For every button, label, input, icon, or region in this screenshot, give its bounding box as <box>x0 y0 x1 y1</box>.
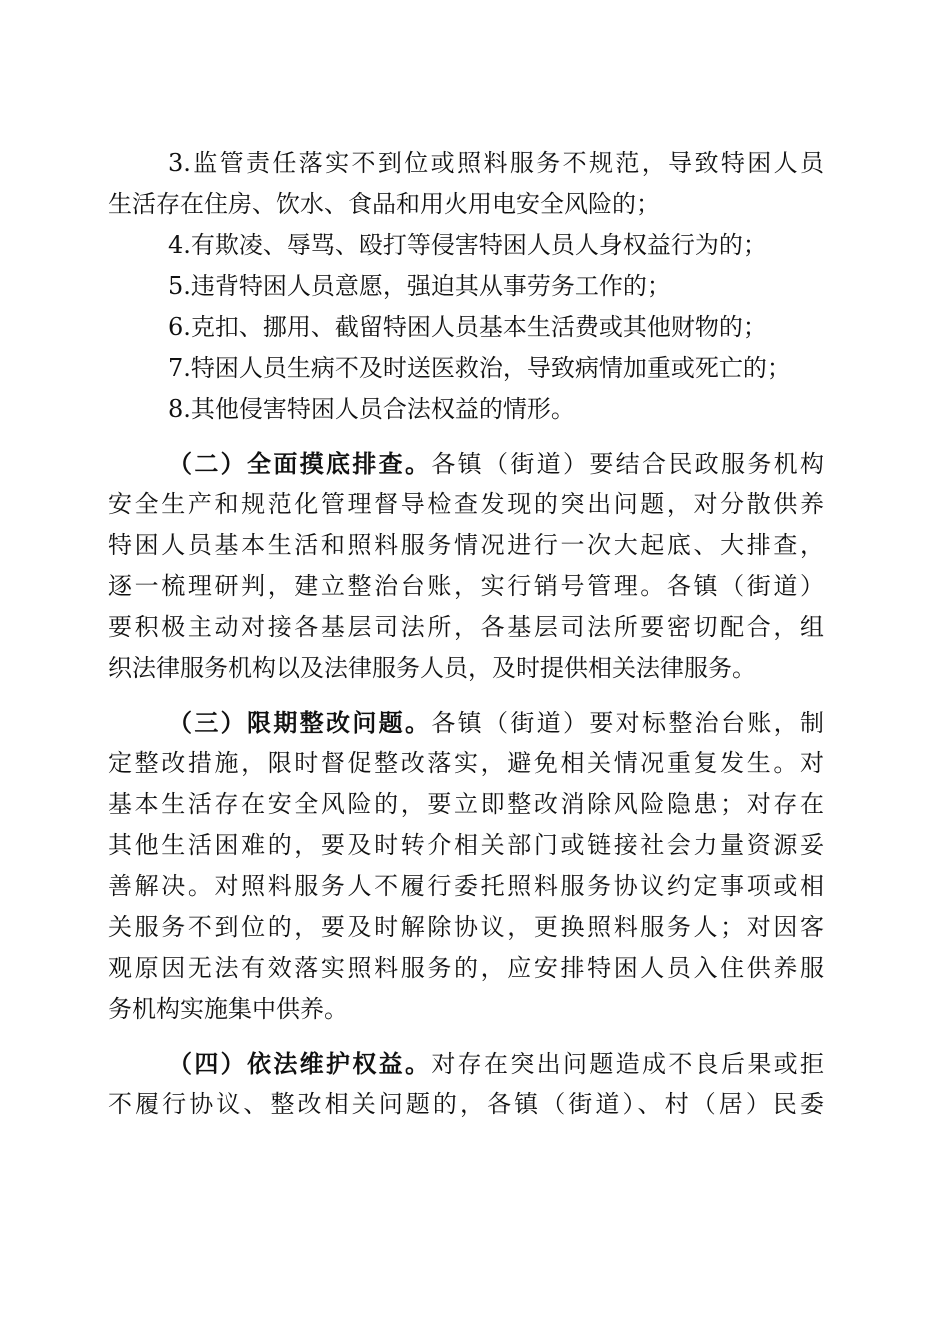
section-line: 其他生活困难的，要及时转介相关部门或链接社会力量资源妥 <box>108 831 824 859</box>
section-first-line <box>108 443 824 484</box>
list-item-line: 3.监管责任落实不到位或照料服务不规范，导致特困人员 <box>168 149 824 177</box>
section-heading: （三）限期整改问题。 <box>168 708 432 737</box>
section-text: 对存在突出问题造成不良后果或拒 <box>431 1050 824 1078</box>
section-heading: （四）依法维护权益。 <box>168 1049 432 1078</box>
section-line: 特困人员基本生活和照料服务情况进行一次大起底、大排查， <box>108 531 824 559</box>
list-item-3 <box>108 143 824 225</box>
section-line: 善解决。对照料服务人不履行委托照料服务协议约定事项或相 <box>108 872 824 900</box>
section-line: 要积极主动对接各基层司法所，各基层司法所要密切配合，组 <box>108 613 824 641</box>
section-line: 安全生产和规范化管理督导检查发现的突出问题，对分散供养 <box>108 490 824 518</box>
section-line: 观原因无法有效落实照料服务的，应安排特困人员入住供养服 <box>108 954 824 982</box>
section-line: 定整改措施，限时督促整改落实，避免相关情况重复发生。对 <box>108 749 824 777</box>
section-line: 基本生活存在安全风险的，要立即整改消除风险隐患；对存在 <box>108 790 824 818</box>
section-line: 务机构实施集中供养。 <box>108 995 348 1023</box>
list-item-7: 7.特困人员生病不及时送医救治，导致病情加重或死亡的； <box>168 354 791 382</box>
section-3 <box>108 702 824 1030</box>
section-first-line <box>108 702 824 743</box>
section-text: 各镇（街道）要结合民政服务机构 <box>431 450 824 478</box>
section-first-line <box>108 1043 824 1084</box>
list-item-8: 8.其他侵害特困人员合法权益的情形。 <box>168 395 575 423</box>
list-item-5: 5.违背特困人员意愿，强迫其从事劳务工作的； <box>168 272 671 300</box>
section-line: 逐一梳理研判，建立整治台账，实行销号管理。各镇（街道） <box>108 572 824 600</box>
section-line: 织法律服务机构以及法律服务人员，及时提供相关法律服务。 <box>108 654 756 682</box>
document-page <box>108 143 824 1125</box>
section-line: 关服务不到位的，要及时解除协议，更换照料服务人；对因客 <box>108 913 824 941</box>
section-line: 不履行协议、整改相关问题的，各镇（街道）、村（居）民委 <box>108 1090 824 1118</box>
section-4 <box>108 1043 824 1125</box>
list-item-6: 6.克扣、挪用、截留特困人员基本生活费或其他财物的； <box>168 313 767 341</box>
list-item-line: 生活存在住房、饮水、食品和用火用电安全风险的； <box>108 190 660 218</box>
section-heading: （二）全面摸底排查。 <box>168 449 432 478</box>
list-item-4: 4.有欺凌、辱骂、殴打等侵害特困人员人身权益行为的； <box>168 231 767 259</box>
section-2 <box>108 443 824 689</box>
section-text: 各镇（街道）要对标整治台账，制 <box>431 709 824 737</box>
